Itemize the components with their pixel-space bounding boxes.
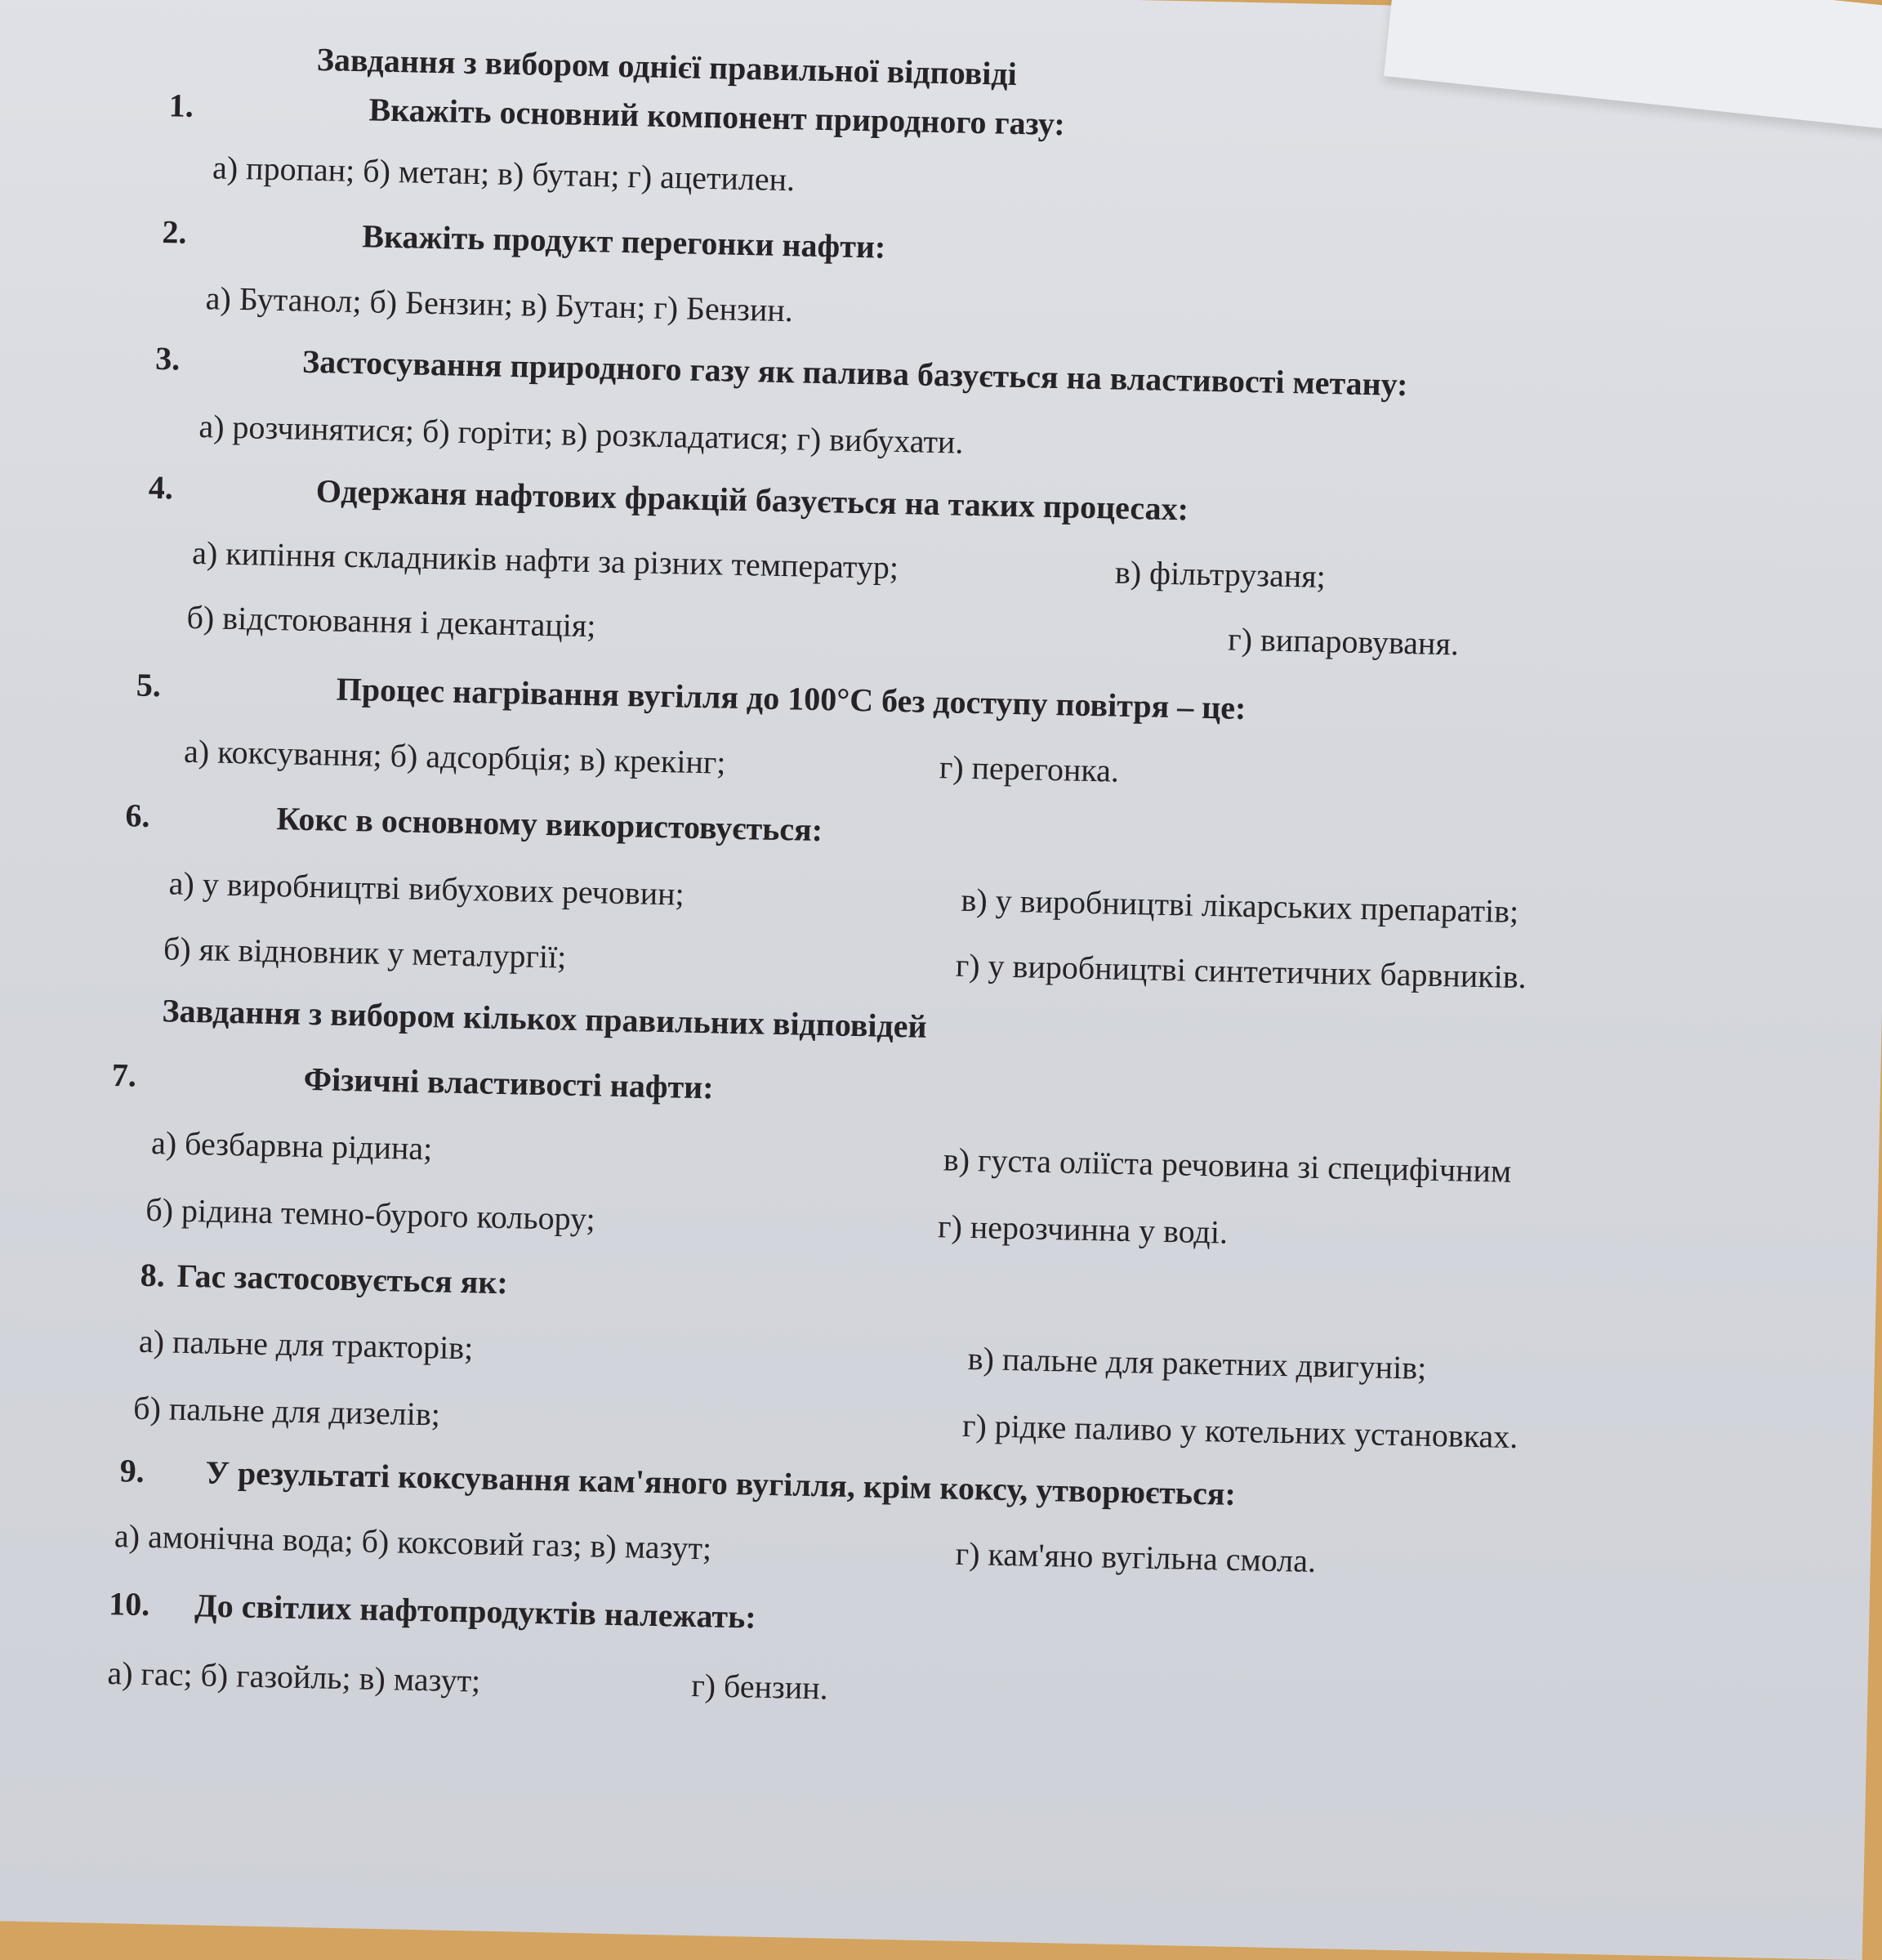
question-text: Вкажіть основний компонент природного газу:: [368, 91, 1066, 143]
answer-option-b: б) рідина темно-бурого кольору;: [145, 1190, 596, 1238]
question-text: Фізичні властивості нафти:: [303, 1060, 715, 1106]
answer-option-g: г) нерозчинна у воді.: [937, 1208, 1229, 1251]
section-title-single: Завдання з вибором однієї правильної відповіді: [316, 40, 1018, 92]
question-number: 1.: [168, 87, 194, 124]
question-text: До світлих нафтопродуктів належать:: [194, 1587, 757, 1636]
answer-options-right: г) кам'яно вугільна смола.: [955, 1534, 1317, 1579]
answer-options: а) розчинятися; б) горіти; в) розкладатися; г) вибухати.: [198, 408, 964, 461]
answer-options: а) Бутанол; б) Бензин; в) Бутан; г) Бензин.: [205, 279, 794, 329]
question-text: Одержаня нафтових фракцій базується на таких процесах:: [315, 472, 1189, 528]
answer-option-b: б) як відновник у металургії;: [163, 930, 567, 976]
answer-options-left: а) амонічна вода; б) коксовий газ; в) мазут;: [114, 1517, 712, 1567]
answer-option-v: в) у виробництві лікарських препаратів;: [961, 881, 1519, 931]
question-text: Застосування природного газу як палива базується на властивості метану:: [301, 342, 1408, 404]
answer-option-a: а) у виробництві вибухових речовин;: [168, 864, 685, 913]
answer-option-a: а) безбарвна рідина;: [150, 1124, 433, 1168]
answer-options: а) пропан; б) метан; в) бутан; г) ацетилен.: [212, 149, 796, 199]
question-number: 6.: [125, 797, 150, 834]
answer-options-left: а) коксування; б) адсорбція; в) крекінг;: [183, 732, 726, 781]
section-title-multiple: Завдання з вибором кількох правильних відповідей: [162, 992, 928, 1045]
answer-option-b: б) пальне для дизелів;: [132, 1389, 441, 1433]
answer-option-g: г) випаровуваня.: [1227, 620, 1460, 663]
question-number: 4.: [148, 468, 174, 507]
question-text: Вкажіть продукт перегонки нафти:: [361, 217, 886, 266]
question-number: 9.: [119, 1452, 145, 1489]
question-number: 5.: [136, 666, 162, 704]
question-text: Гас застосовується як:: [176, 1257, 509, 1301]
question-number: 10.: [108, 1585, 150, 1623]
answer-option-a: а) пальне для тракторів;: [138, 1322, 474, 1367]
answer-option-v: в) густа оліїста речовина зі специфічним: [943, 1141, 1512, 1190]
answer-option-g: г) у виробництві синтетичних барвників.: [955, 946, 1527, 996]
question-text: Процес нагрівання вугілля до 100°С без доступу повітря – це:: [336, 670, 1246, 726]
answer-option-g: г) рідке паливо у котельних установках.: [961, 1406, 1519, 1456]
answer-option-v: в) пальне для ракетних двигунів;: [967, 1340, 1427, 1386]
answer-options-left: а) гас; б) газойль; в) мазут;: [107, 1654, 481, 1699]
question-number: 8.: [140, 1256, 166, 1294]
question-number: 2.: [162, 213, 187, 251]
answer-option-a: а) кипіння складників нафти за різних температур;: [191, 534, 899, 587]
question-text: У результаті коксування кам'яного вугілля, крім коксу, утворюється:: [205, 1453, 1237, 1512]
question-text: Кокс в основному використовується:: [276, 800, 823, 849]
answer-option-v: в) фільтрузаня;: [1114, 553, 1327, 595]
answer-options-right: г) бензин.: [690, 1667, 829, 1707]
answer-options-right: г) перегонка.: [939, 748, 1120, 789]
answer-option-b: б) відстоювання і декантація;: [186, 598, 596, 645]
question-number: 3.: [154, 339, 181, 377]
question-number: 7.: [111, 1056, 137, 1094]
